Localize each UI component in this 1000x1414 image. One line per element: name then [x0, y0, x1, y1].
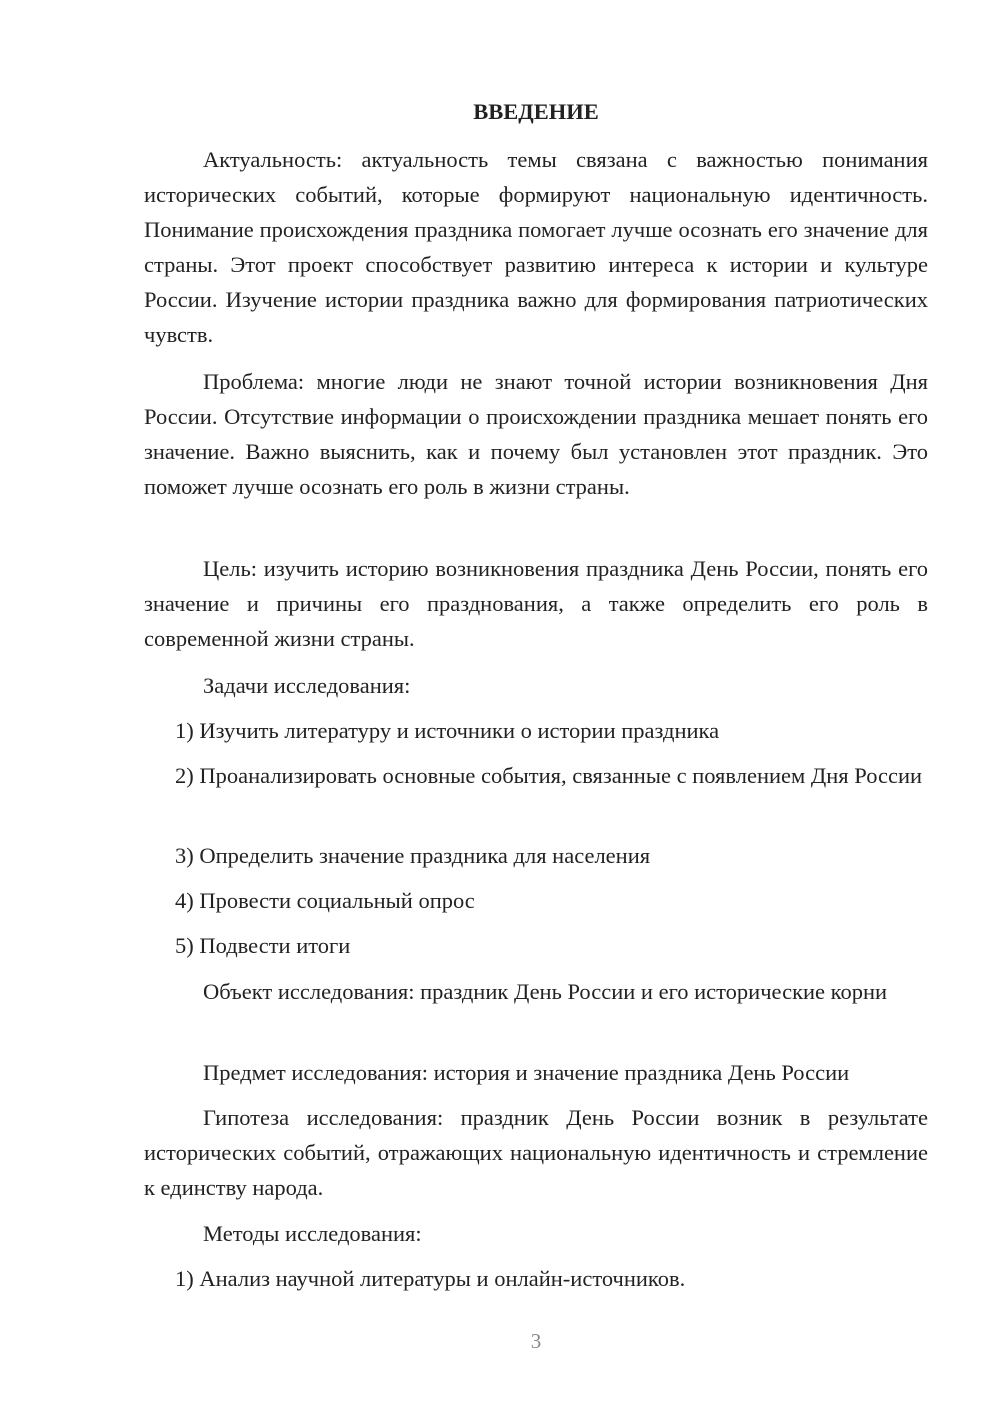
subject-paragraph: Предмет исследования: история и значение праздника День России: [203, 1060, 850, 1085]
methods-heading: Методы исследования:: [203, 1221, 422, 1246]
task-item-3: 3) Определить значение праздника для населения: [175, 843, 651, 868]
task-item-1: 1) Изучить литературу и источники о истории праздника: [175, 718, 720, 743]
goal-paragraph: Цель: изучить историю возникновения праздника День России, понять его значение и причины его празднования, а также определить его роль в современной жизни страны.: [144, 556, 928, 651]
task-item-5: 5) Подвести итоги: [175, 933, 351, 958]
object-paragraph: Объект исследования: праздник День России и его исторические корни: [203, 979, 888, 1004]
hypothesis-paragraph: Гипотеза исследования: праздник День России возник в результате исторических событий, отражающих национальную идентичность и стремление к единству народа.: [144, 1105, 928, 1200]
page-number: 3: [530, 1329, 542, 1353]
task-item-4: 4) Провести социальный опрос: [175, 888, 475, 913]
tasks-heading: Задачи исследования:: [203, 673, 411, 698]
problem-paragraph: Проблема: многие люди не знают точной истории возникновения Дня России. Отсутствие информации о происхождении праздника мешает понять его значение. Важно выяснить, как и почему был установлен этот праздник. Это поможет лучше осознать его роль в жизни страны.: [144, 369, 928, 499]
task-item-2: 2) Проанализировать основные события, связанные с появлением Дня России: [175, 763, 923, 788]
page-title: ВВЕДЕНИЕ: [473, 99, 599, 124]
relevance-paragraph: Актуальность: актуальность темы связана с важностью понимания исторических событий, которые формируют национальную идентичность. Понимание происхождения праздника помогает лучше осознать его значение для страны. Этот проект способствует развитию интереса к истории и культуре России. Изучение истории праздника важно для формирования патриотических чувств.: [144, 147, 928, 347]
method-item-1: 1) Анализ научной литературы и онлайн-источников.: [175, 1266, 686, 1291]
